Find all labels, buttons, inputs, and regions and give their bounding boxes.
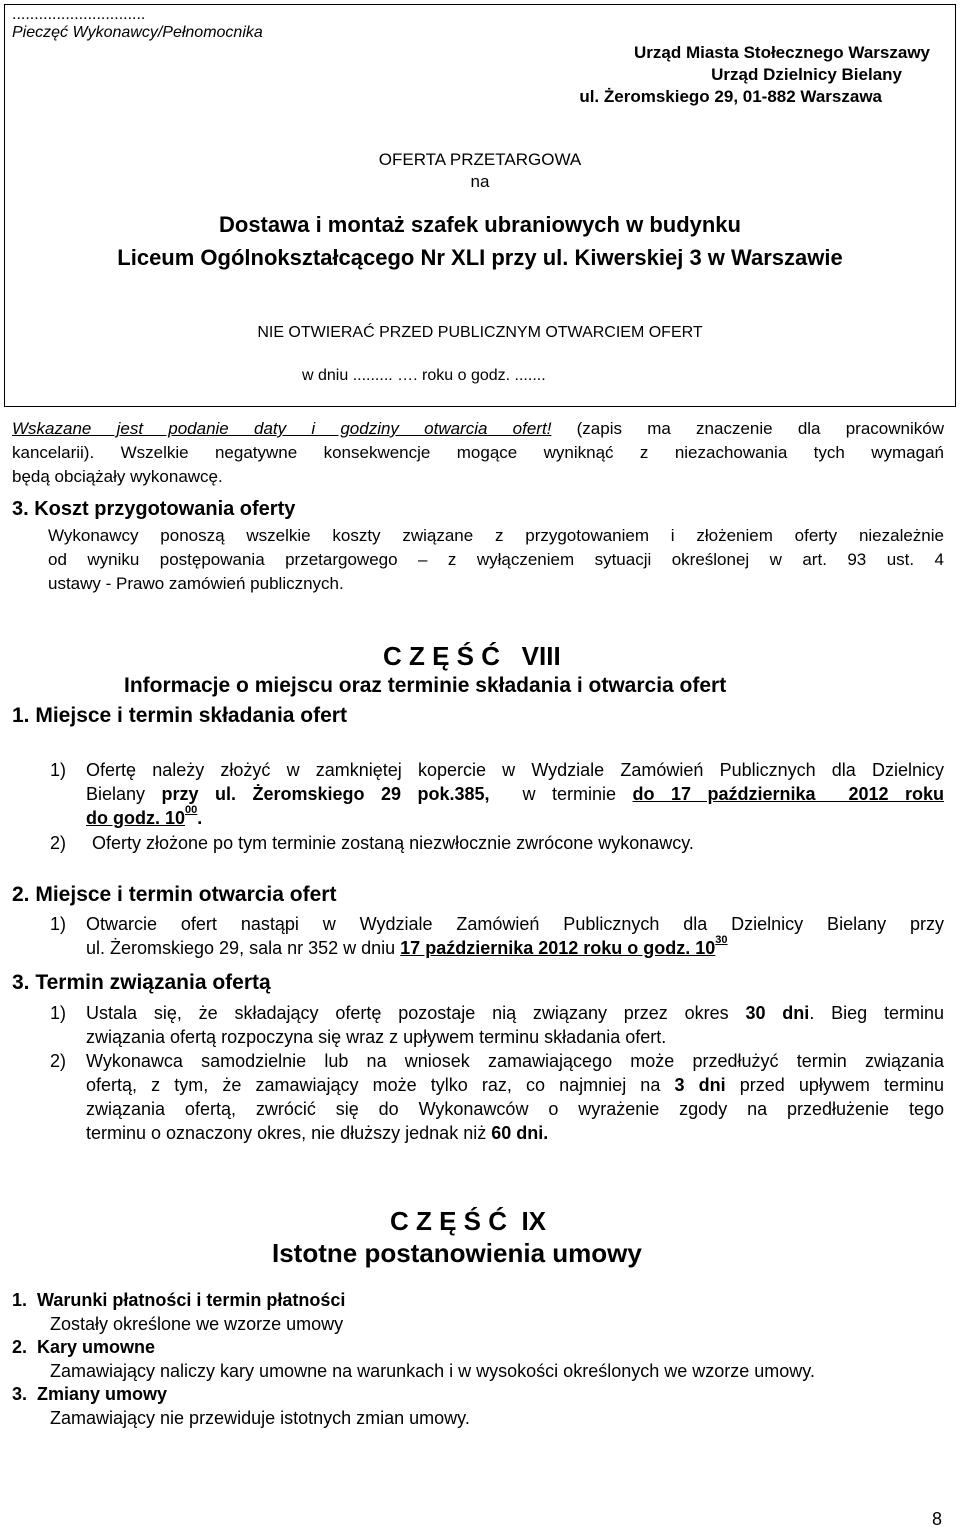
offer-label: OFERTA PRZETARGOWA: [378, 150, 582, 169]
page-number: 8: [932, 1509, 943, 1529]
s3-heading: 3. Termin związania ofertą: [12, 971, 271, 994]
s1-address: przy ul. Żeromskiego 29 pok.385,: [161, 784, 490, 804]
s1-deadline-minutes: 00: [185, 804, 198, 816]
cost-line-2: od wyniku postępowania przetargowego – z wyłączeniem sytuacji określonej w art. 93 ust. 4: [48, 550, 944, 569]
s1-period: .: [197, 808, 203, 828]
s3-i2-text-c: przed upływem terminu: [725, 1075, 944, 1095]
s2-item1-line-1: Otwarcie ofert nastąpi w Wydziale Zamówień Publicznych dla Dzielnicy Bielany przy: [86, 914, 944, 934]
s1-item1-line-1: Ofertę należy złożyć w zamkniętej kopercie w Wydziale Zamówień Publicznych dla Dzielnicy: [86, 760, 944, 780]
s2-item1-line-2: [86, 934, 728, 959]
office-line-1: Urząd Miasta Stołecznego Warszawy: [633, 43, 930, 62]
part-viii-heading: C Z Ę Ś Ć VIII: [383, 641, 561, 671]
s1-deadline-date: do 17 października 2012 roku: [632, 784, 945, 804]
p9-item1-text: Zostały określone we wzorze umowy: [50, 1314, 344, 1334]
s1-text: Bielany: [86, 784, 162, 804]
opening-date-line: w dniu ......... …. roku o godz. .......: [302, 367, 546, 384]
s3-i2-max-days: 60 dni.: [491, 1123, 549, 1143]
s3-days: 30 dni: [745, 1003, 810, 1023]
s1-item1-line-2: [86, 784, 944, 805]
part-ix-heading: C Z Ę Ś Ć IX: [390, 1206, 547, 1236]
notice-line-3: będą obciążały wykonawcę.: [12, 467, 223, 486]
tender-title-line-1: Dostawa i montaż szafek ubraniowych w budynku: [219, 212, 741, 237]
part-ix-subheading: Istotne postanowienia umowy: [272, 1238, 642, 1268]
s3-item2-line-3: związania ofertą, zwrócić się do Wykonawców o wyrażenie zgody na przedłużenie tego: [86, 1099, 944, 1119]
s2-opening-date: 17 października 2012 roku o godz. 10: [400, 938, 716, 958]
stamp-label: Pieczęć Wykonawcy/Pełnomocnika: [12, 24, 263, 41]
s3-item1-num: 1): [50, 1003, 67, 1023]
s3-item1-line-2: związania ofertą rozpoczyna się wraz z upływem terminu składania ofert.: [86, 1027, 667, 1047]
s3-text-c: . Bieg terminu: [809, 1003, 945, 1023]
tender-title-line-2: Liceum Ogólnokształcącego Nr XLI przy ul. Kiwerskiej 3 w Warszawie: [117, 245, 843, 270]
part-viii-subheading: Informacje o miejscu oraz terminie składania i otwarcia ofert: [124, 674, 727, 697]
office-line-3: ul. Żeromskiego 29, 01-882 Warszawa: [579, 87, 882, 106]
do-not-open-notice: NIE OTWIERAĆ PRZED PUBLICZNYM OTWARCIEM OFERT: [257, 324, 703, 341]
office-line-2: Urząd Dzielnicy Bielany: [711, 65, 902, 84]
s1-item2-text: Oferty złożone po tym terminie zostaną niezwłocznie zwrócone wykonawcy.: [92, 833, 694, 853]
s3-item2-line-4: [86, 1123, 548, 1144]
s3-i2-text-a: ofertą, z tym, że zamawiający może tylko raz, co najmniej na: [86, 1075, 675, 1095]
notice-line-2: kancelarii). Wszelkie negatywne konsekwencje mogące wyniknąć z niezachowania tych wymagań: [12, 443, 944, 462]
s3-i2-days: 3 dni: [674, 1075, 726, 1095]
s1-heading: 1. Miejsce i termin składania ofert: [12, 704, 347, 727]
s3-item2-num: 2): [50, 1051, 67, 1071]
s2-location: ul. Żeromskiego 29, sala nr 352 w dniu: [86, 938, 401, 958]
p9-item1-heading: 1. Warunki płatności i termin płatności: [12, 1290, 346, 1310]
s1-item1-line-3: [86, 804, 203, 829]
s2-opening-minutes: 30: [715, 934, 728, 946]
stamp-dots: ..............................: [12, 6, 146, 23]
notice-line-1: [12, 419, 944, 439]
cost-line-3: ustawy - Prawo zamówień publicznych.: [48, 574, 344, 593]
p9-item2-heading: 2. Kary umowne: [12, 1337, 156, 1357]
s3-text-a: Ustala się, że składający ofertę pozostaje nią związany przez okres: [86, 1003, 746, 1023]
p9-item3-text: Zamawiający nie przewiduje istotnych zmian umowy.: [50, 1408, 470, 1428]
s3-i2-text-d: terminu o oznaczony okres, nie dłuższy jednak niż: [86, 1123, 492, 1143]
s3-item1-line-1: [86, 1003, 944, 1024]
s3-item2-line-2: [86, 1075, 944, 1096]
p9-item2-text: Zamawiający naliczy kary umowne na warunkach i w wysokości określonych we wzorze umowy.: [50, 1361, 815, 1381]
notice-rest: (zapis ma znaczenie dla pracowników: [551, 419, 944, 438]
cost-line-1: Wykonawcy ponoszą wszelkie koszty związane z przygotowaniem i złożeniem oferty niezależnie: [48, 526, 944, 545]
notice-italic: Wskazane jest podanie daty i godziny otwarcia ofert!: [12, 419, 552, 438]
s1-deadline-hour: do godz. 10: [86, 808, 185, 828]
s1-item2-num: 2): [50, 833, 67, 853]
s1-deadline-label: w terminie: [489, 784, 633, 804]
cost-heading: 3. Koszt przygotowania oferty: [12, 498, 296, 520]
s3-item2-line-1: Wykonawca samodzielnie lub na wniosek zamawiającego może przedłużyć termin związania: [86, 1051, 944, 1071]
s2-item1-num: 1): [50, 914, 67, 934]
s1-item1-num: 1): [50, 760, 67, 780]
s2-heading: 2. Miejsce i termin otwarcia ofert: [12, 883, 337, 906]
offer-na: na: [470, 172, 490, 191]
p9-item3-heading: 3. Zmiany umowy: [12, 1384, 168, 1404]
